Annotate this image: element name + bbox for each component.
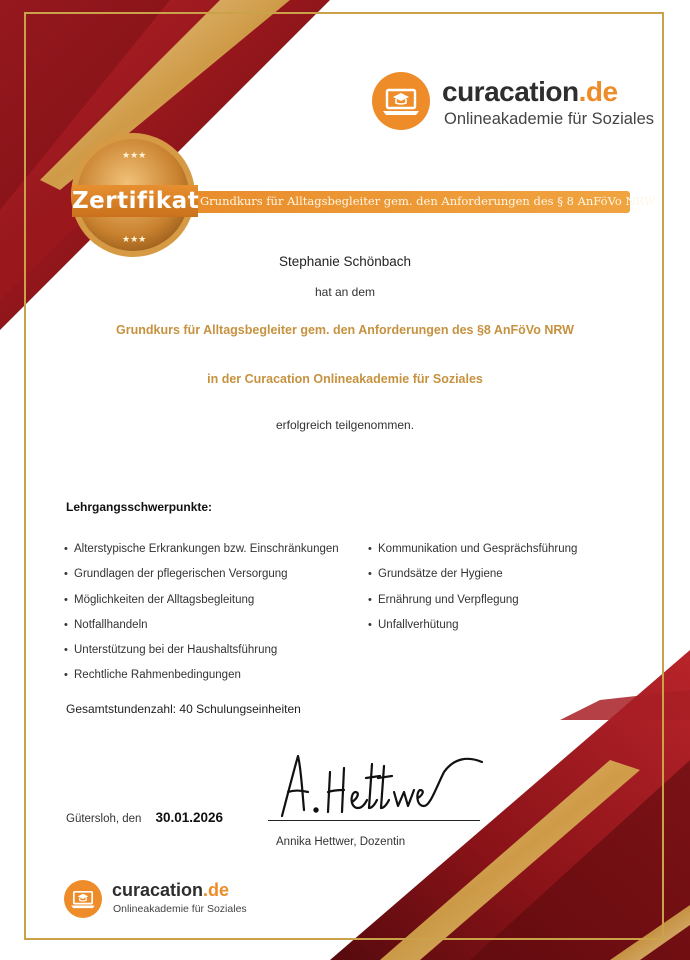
laptop-graduation-cap-icon (64, 880, 102, 918)
list-item: • Kommunikation und Gesprächsführung (368, 542, 577, 567)
list-item: • Unterstützung bei der Haushaltsführung (64, 643, 339, 668)
place-label: Gütersloh, den (66, 813, 142, 825)
brand-tagline: Onlineakademie für Soziales (113, 903, 247, 915)
signer-name: Annika Hettwer, Dozentin (276, 836, 406, 848)
focus-heading: Lehrgangsschwerpunkte: (66, 500, 213, 514)
recipient-name: Stephanie Schönbach (278, 254, 412, 269)
course-banner (150, 191, 656, 213)
laptop-graduation-cap-icon (372, 72, 430, 130)
list-item: • Notfallhandeln (64, 618, 339, 643)
list-item: • Grundlagen der pflegerischen Versorgung (64, 567, 339, 592)
brand-name: curacation.de (442, 76, 618, 107)
svg-text:★★★: ★★★ (122, 151, 147, 161)
course-title: Grundkurs für Alltagsbegleiter gem. den Anforderungen des §8 AnFöVo NRW (116, 323, 574, 337)
participation-text: hat an dem (314, 285, 376, 299)
brand-logo-bottom (64, 878, 264, 920)
brand-name: curacation.de (112, 880, 230, 900)
list-item: • Rechtliche Rahmenbedingungen (64, 668, 339, 693)
focus-list-right (368, 542, 577, 643)
handwritten-signature (268, 748, 488, 826)
brand-logo-top (372, 72, 668, 136)
list-item: • Ernährung und Verpflegung (368, 593, 577, 618)
place-date (66, 810, 223, 825)
banner-text: Grundkurs für Alltagsbegleiter gem. den Anforderungen des § 8 AnFöVo NRW (200, 194, 656, 208)
certificate-title: Zertifikat (72, 185, 198, 217)
list-item: • Grundsätze der Hygiene (368, 567, 577, 592)
total-hours: Gesamtstundenzahl: 40 Schulungseinheiten (66, 702, 301, 716)
academy-line: in der Curacation Onlineakademie für Soziales (207, 372, 483, 386)
list-item: • Alterstypische Erkrankungen bzw. Einschränkungen (64, 542, 339, 567)
svg-text:★★★: ★★★ (122, 235, 147, 245)
list-item: • Möglichkeiten der Alltagsbegleitung (64, 593, 339, 618)
brand-tagline: Onlineakademie für Soziales (444, 110, 655, 128)
signature-line (268, 820, 480, 821)
completion-text: erfolgreich teilgenommen. (275, 418, 415, 432)
focus-list-left (64, 542, 339, 694)
issue-date: 30.01.2026 (155, 810, 224, 825)
list-item: • Unfallverhütung (368, 618, 577, 643)
